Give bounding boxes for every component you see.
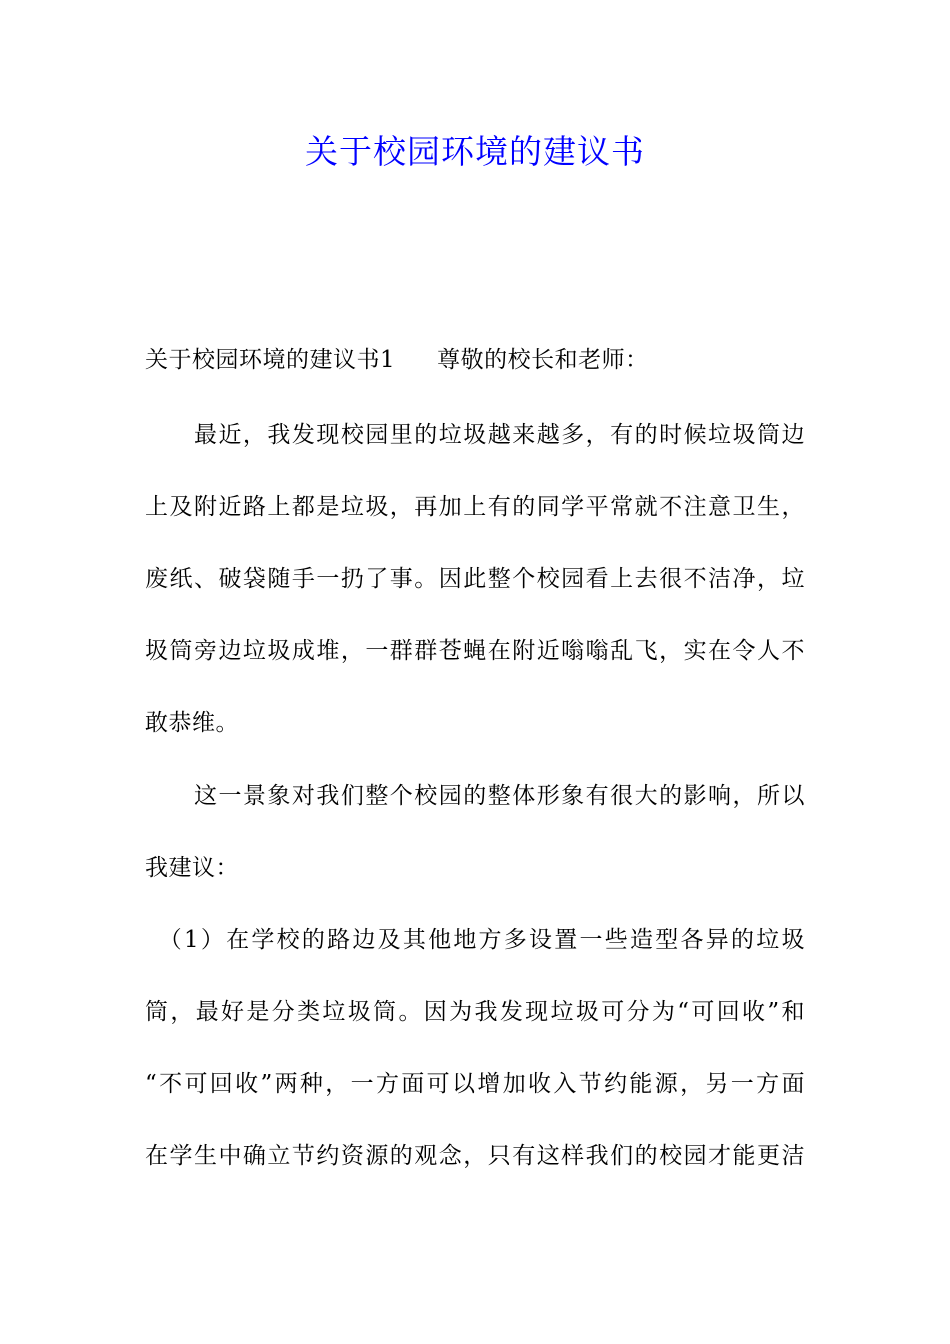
paragraph-line: 筒，最好是分类垃圾筒。因为我发现垃圾可分为“可回收”和: [145, 999, 805, 1025]
document-heading: 关于校园环境的建议书1: [145, 347, 396, 373]
paragraph-line: 这一景象对我们整个校园的整体形象有很大的影响，所以: [145, 783, 805, 809]
paragraph-line: 最近，我发现校园里的垃圾越来越多，有的时候垃圾筒边: [145, 422, 805, 448]
paragraph-line: 敢恭维。: [145, 710, 239, 736]
paragraph-line: 圾筒旁边垃圾成堆，一群群苍蝇在附近嗡嗡乱飞，实在令人不: [145, 638, 805, 664]
paragraph-line: 废纸、破袋随手一扔了事。因此整个校园看上去很不洁净，垃: [145, 566, 805, 592]
paragraph-line: （1）在学校的路边及其他地方多设置一些造型各异的垃圾: [145, 927, 805, 953]
heading-line: [145, 340, 805, 380]
paragraph-line: 我建议：: [145, 855, 239, 881]
paragraph-line: 上及附近路上都是垃圾，再加上有的同学平常就不注意卫生，: [145, 494, 805, 520]
salutation: 尊敬的校长和老师：: [437, 347, 649, 373]
paragraph-line: 在学生中确立节约资源的观念，只有这样我们的校园才能更洁: [145, 1143, 805, 1169]
paragraph-line: “不可回收”两种，一方面可以增加收入节约能源，另一方面: [145, 1071, 805, 1097]
document-title: 关于校园环境的建议书: [305, 132, 645, 171]
